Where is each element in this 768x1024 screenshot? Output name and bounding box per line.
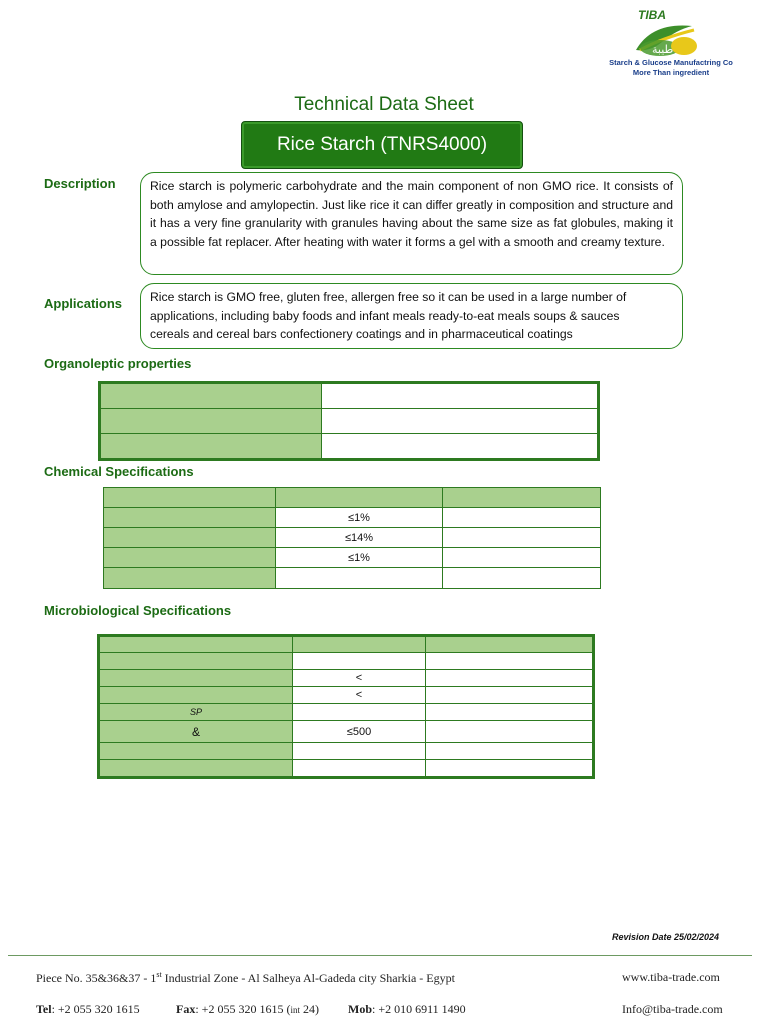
table-header-row — [104, 488, 601, 508]
table-row — [101, 434, 598, 459]
applications-box — [140, 283, 683, 349]
table-cell — [104, 548, 276, 568]
table-row — [100, 670, 593, 687]
table-cell — [426, 721, 593, 743]
address-text: Piece No. 35&36&37 - 1 — [36, 971, 157, 985]
table-row — [104, 568, 601, 589]
table-cell — [293, 653, 426, 670]
table-cell — [426, 653, 593, 670]
applications-line: applications, including baby foods and infant meals ready-to-eat meals soups & sauces — [150, 308, 620, 323]
mob-label: Mob — [348, 1002, 372, 1016]
table-cell — [443, 548, 601, 568]
table-cell — [104, 528, 276, 548]
table-header-cell — [293, 637, 426, 653]
table-cell — [426, 743, 593, 760]
table-row — [100, 653, 593, 670]
table-row — [101, 384, 598, 409]
table-cell — [426, 760, 593, 777]
logo-brand-text: TIBA — [638, 8, 666, 22]
applications-label: Applications — [44, 296, 123, 311]
table-cell — [293, 704, 426, 721]
table-row — [100, 704, 593, 721]
footer-phone — [36, 1002, 140, 1017]
footer-website-link[interactable]: www.tiba-trade.com — [622, 970, 720, 984]
table-cell — [101, 384, 322, 409]
table-row — [104, 548, 601, 568]
footer-address — [36, 970, 455, 986]
revision-date: Revision Date 25/02/2024 — [612, 932, 720, 942]
microbiological-label: Microbiological Specifications — [44, 603, 232, 618]
tel-label: Tel — [36, 1002, 52, 1016]
table-cell — [276, 568, 443, 589]
organoleptic-table — [100, 383, 598, 459]
table-cell — [322, 384, 598, 409]
table-cell: ≤1% — [276, 548, 443, 568]
table-cell — [101, 409, 322, 434]
table-cell — [104, 508, 276, 528]
table-cell — [426, 704, 593, 721]
table-header-cell — [276, 488, 443, 508]
table-cell: ≤1% — [276, 508, 443, 528]
address-superscript: st — [156, 970, 162, 979]
table-header-cell — [100, 637, 293, 653]
microbiological-table — [99, 636, 593, 777]
table-cell — [443, 568, 601, 589]
svg-text:طيبة: طيبة — [652, 43, 674, 56]
company-logo — [596, 6, 746, 82]
table-row — [100, 687, 593, 704]
tel-value: : +2 055 320 1615 — [51, 1002, 140, 1016]
description-label: Description — [44, 176, 116, 191]
table-cell — [322, 409, 598, 434]
table-cell — [293, 760, 426, 777]
table-cell: ≤500 — [293, 721, 426, 743]
fax-ext-label: int — [290, 1005, 300, 1015]
fax-ext-value: 24) — [299, 1002, 319, 1016]
product-name-banner: Rice Starch (TNRS4000) — [241, 121, 523, 169]
table-cell — [426, 687, 593, 704]
description-box: Rice starch is polymeric carbohydrate and the main component of non GMO rice. It consists of both amylose and amylopectin. Just like rice it can differ greatly in composition and structure and it has a very fine granularity with granules having about the same size as fat globules, making it a possible fat replacer. After heating with water it forms a gel with a smooth and creamy texture. — [140, 172, 683, 275]
table-header-cell — [426, 637, 593, 653]
footer-mobile — [348, 1002, 466, 1017]
table-row — [101, 409, 598, 434]
organoleptic-label: Organoleptic properties — [44, 356, 192, 371]
table-cell — [104, 568, 276, 589]
table-row — [104, 508, 601, 528]
logo-slogan: More Than ingredient — [632, 68, 710, 77]
logo-leaf-icon — [632, 20, 702, 60]
table-cell: < — [293, 670, 426, 687]
footer-divider — [8, 955, 752, 956]
table-header-row — [100, 637, 593, 653]
logo-company-name: Starch & Glucose Manufactring Co — [609, 58, 733, 67]
fax-label: Fax — [176, 1002, 196, 1016]
chemical-table — [103, 487, 601, 589]
footer-fax — [176, 1002, 319, 1017]
table-header-cell — [443, 488, 601, 508]
table-cell — [443, 528, 601, 548]
table-cell — [100, 670, 293, 687]
table-cell — [100, 743, 293, 760]
table-cell: ≤14% — [276, 528, 443, 548]
table-cell — [100, 760, 293, 777]
table-cell: & — [100, 721, 293, 743]
footer-email-link[interactable]: Info@tiba-trade.com — [622, 1002, 723, 1016]
table-cell — [443, 508, 601, 528]
table-cell — [426, 670, 593, 687]
address-text: Industrial Zone - Al Salheya Al-Gadeda city Sharkia - Egypt — [161, 971, 455, 985]
chemical-label: Chemical Specifications — [44, 464, 194, 479]
table-row — [104, 528, 601, 548]
mob-value: : +2 010 6911 1490 — [372, 1002, 466, 1016]
table-cell: SP — [100, 704, 293, 721]
document-title: Technical Data Sheet — [294, 94, 474, 115]
table-cell — [100, 653, 293, 670]
table-header-cell — [104, 488, 276, 508]
table-row — [100, 760, 593, 777]
fax-value: : +2 055 320 1615 ( — [195, 1002, 291, 1016]
table-row — [100, 721, 593, 743]
applications-line: cereals and cereal bars confectionery coatings and in pharmaceutical coatings — [150, 327, 573, 342]
applications-line: Rice starch is GMO free, gluten free, allergen free so it can be used in a large number of — [150, 290, 627, 304]
table-cell — [293, 743, 426, 760]
table-row — [100, 743, 593, 760]
table-cell — [322, 434, 598, 459]
table-cell — [101, 434, 322, 459]
table-cell: < — [293, 687, 426, 704]
table-cell — [100, 687, 293, 704]
